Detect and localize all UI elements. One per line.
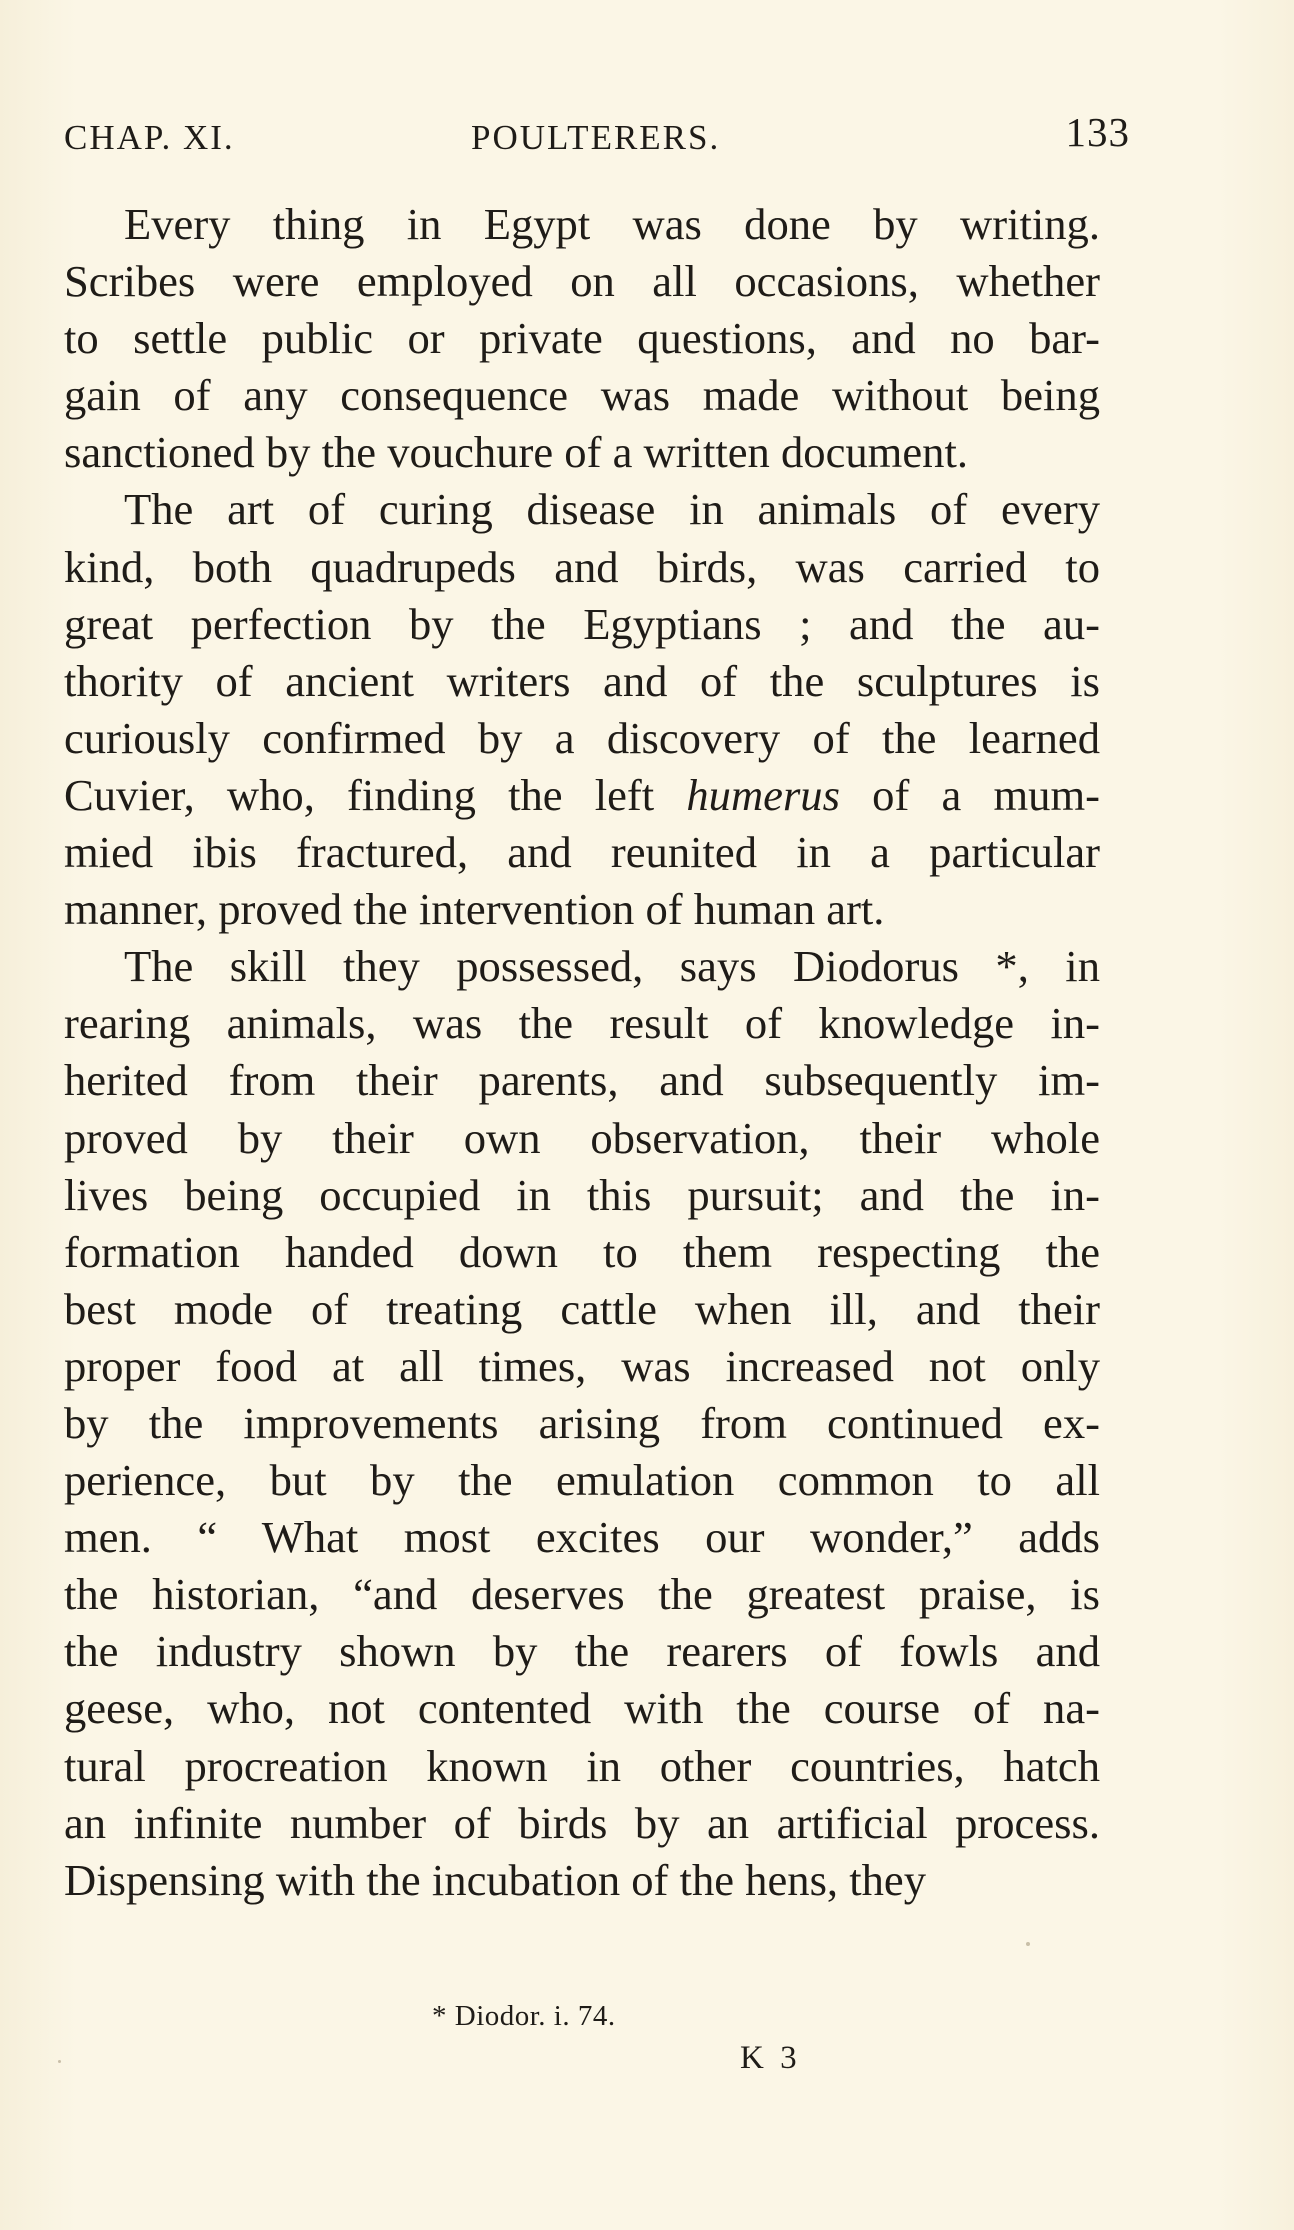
text-line: The skill they possessed, says Diodorus *, in (124, 941, 1100, 992)
signature-mark (740, 2040, 801, 2077)
footnote: * Diodor. i. 74. (432, 2000, 616, 2032)
text-line: the industry shown by the rearers of fowls and (64, 1626, 1100, 1677)
text-line: Dispensing with the incubation of the hens, they (64, 1854, 927, 1905)
chapter-label: CHAP. XI. (64, 118, 235, 157)
text-line: sanctioned by the vouchure of a written document. (64, 427, 968, 478)
text-line: to settle public or private questions, and no bar- (64, 313, 1100, 364)
paper-speck (1026, 1942, 1030, 1946)
signature-letter: K (740, 2040, 768, 2076)
text-line: Scribes were employed on all occasions, whether (64, 256, 1100, 307)
text-line: manner, proved the intervention of human art. (64, 884, 885, 935)
text-line: proper food at all times, was increased not only (64, 1340, 1100, 1391)
paper-speck (58, 2060, 61, 2063)
text-line: Every thing in Egypt was done by writing. (124, 199, 1100, 249)
text-line: mied ibis fractured, and reunited in a particular (64, 827, 1100, 878)
text-line: gain of any consequence was made without being (64, 370, 1100, 421)
text-line: the historian, “and deserves the greatest praise, is (64, 1569, 1100, 1620)
text-line: tural procreation known in other countries, hatch (64, 1740, 1100, 1791)
text-line: men. “ What most excites our wonder,” adds (64, 1512, 1100, 1563)
text-line: great perfection by the Egyptians ; and the au- (64, 598, 1100, 649)
text-line: rearing animals, was the result of knowledge in- (64, 998, 1100, 1049)
text-segment: of a mum- (839, 769, 1101, 820)
text-line: herited from their parents, and subsequently im- (64, 1055, 1100, 1106)
text-line: geese, who, not contented with the course of na- (64, 1683, 1100, 1734)
text-line: best mode of treating cattle when ill, and their (64, 1283, 1100, 1334)
text-line: formation handed down to them respecting the (64, 1226, 1100, 1277)
page-number: 133 (1065, 109, 1130, 155)
text-line (64, 767, 1100, 824)
text-line: lives being occupied in this pursuit; and the in- (64, 1169, 1100, 1220)
text-line: curiously confirmed by a discovery of the learned (64, 712, 1100, 763)
running-title: POULTERERS. (471, 118, 721, 157)
text-line: thority of ancient writers and of the sculptures is (64, 655, 1100, 706)
body-text (64, 196, 1100, 1909)
running-head (64, 108, 1130, 158)
text-line: an infinite number of birds by an artificial process. (64, 1797, 1100, 1848)
text-line: by the improvements arising from continued ex- (64, 1397, 1100, 1448)
text-line: kind, both quadrupeds and birds, was carried to (64, 541, 1100, 592)
text-segment: Cuvier, who, finding the left (64, 769, 687, 820)
text-line: proved by their own observation, their whole (64, 1112, 1100, 1163)
signature-number: 3 (780, 2040, 801, 2076)
italic-term: humerus (686, 769, 840, 820)
text-line: The art of curing disease in animals of every (124, 484, 1100, 535)
text-line: perience, but by the emulation common to all (64, 1455, 1100, 1506)
